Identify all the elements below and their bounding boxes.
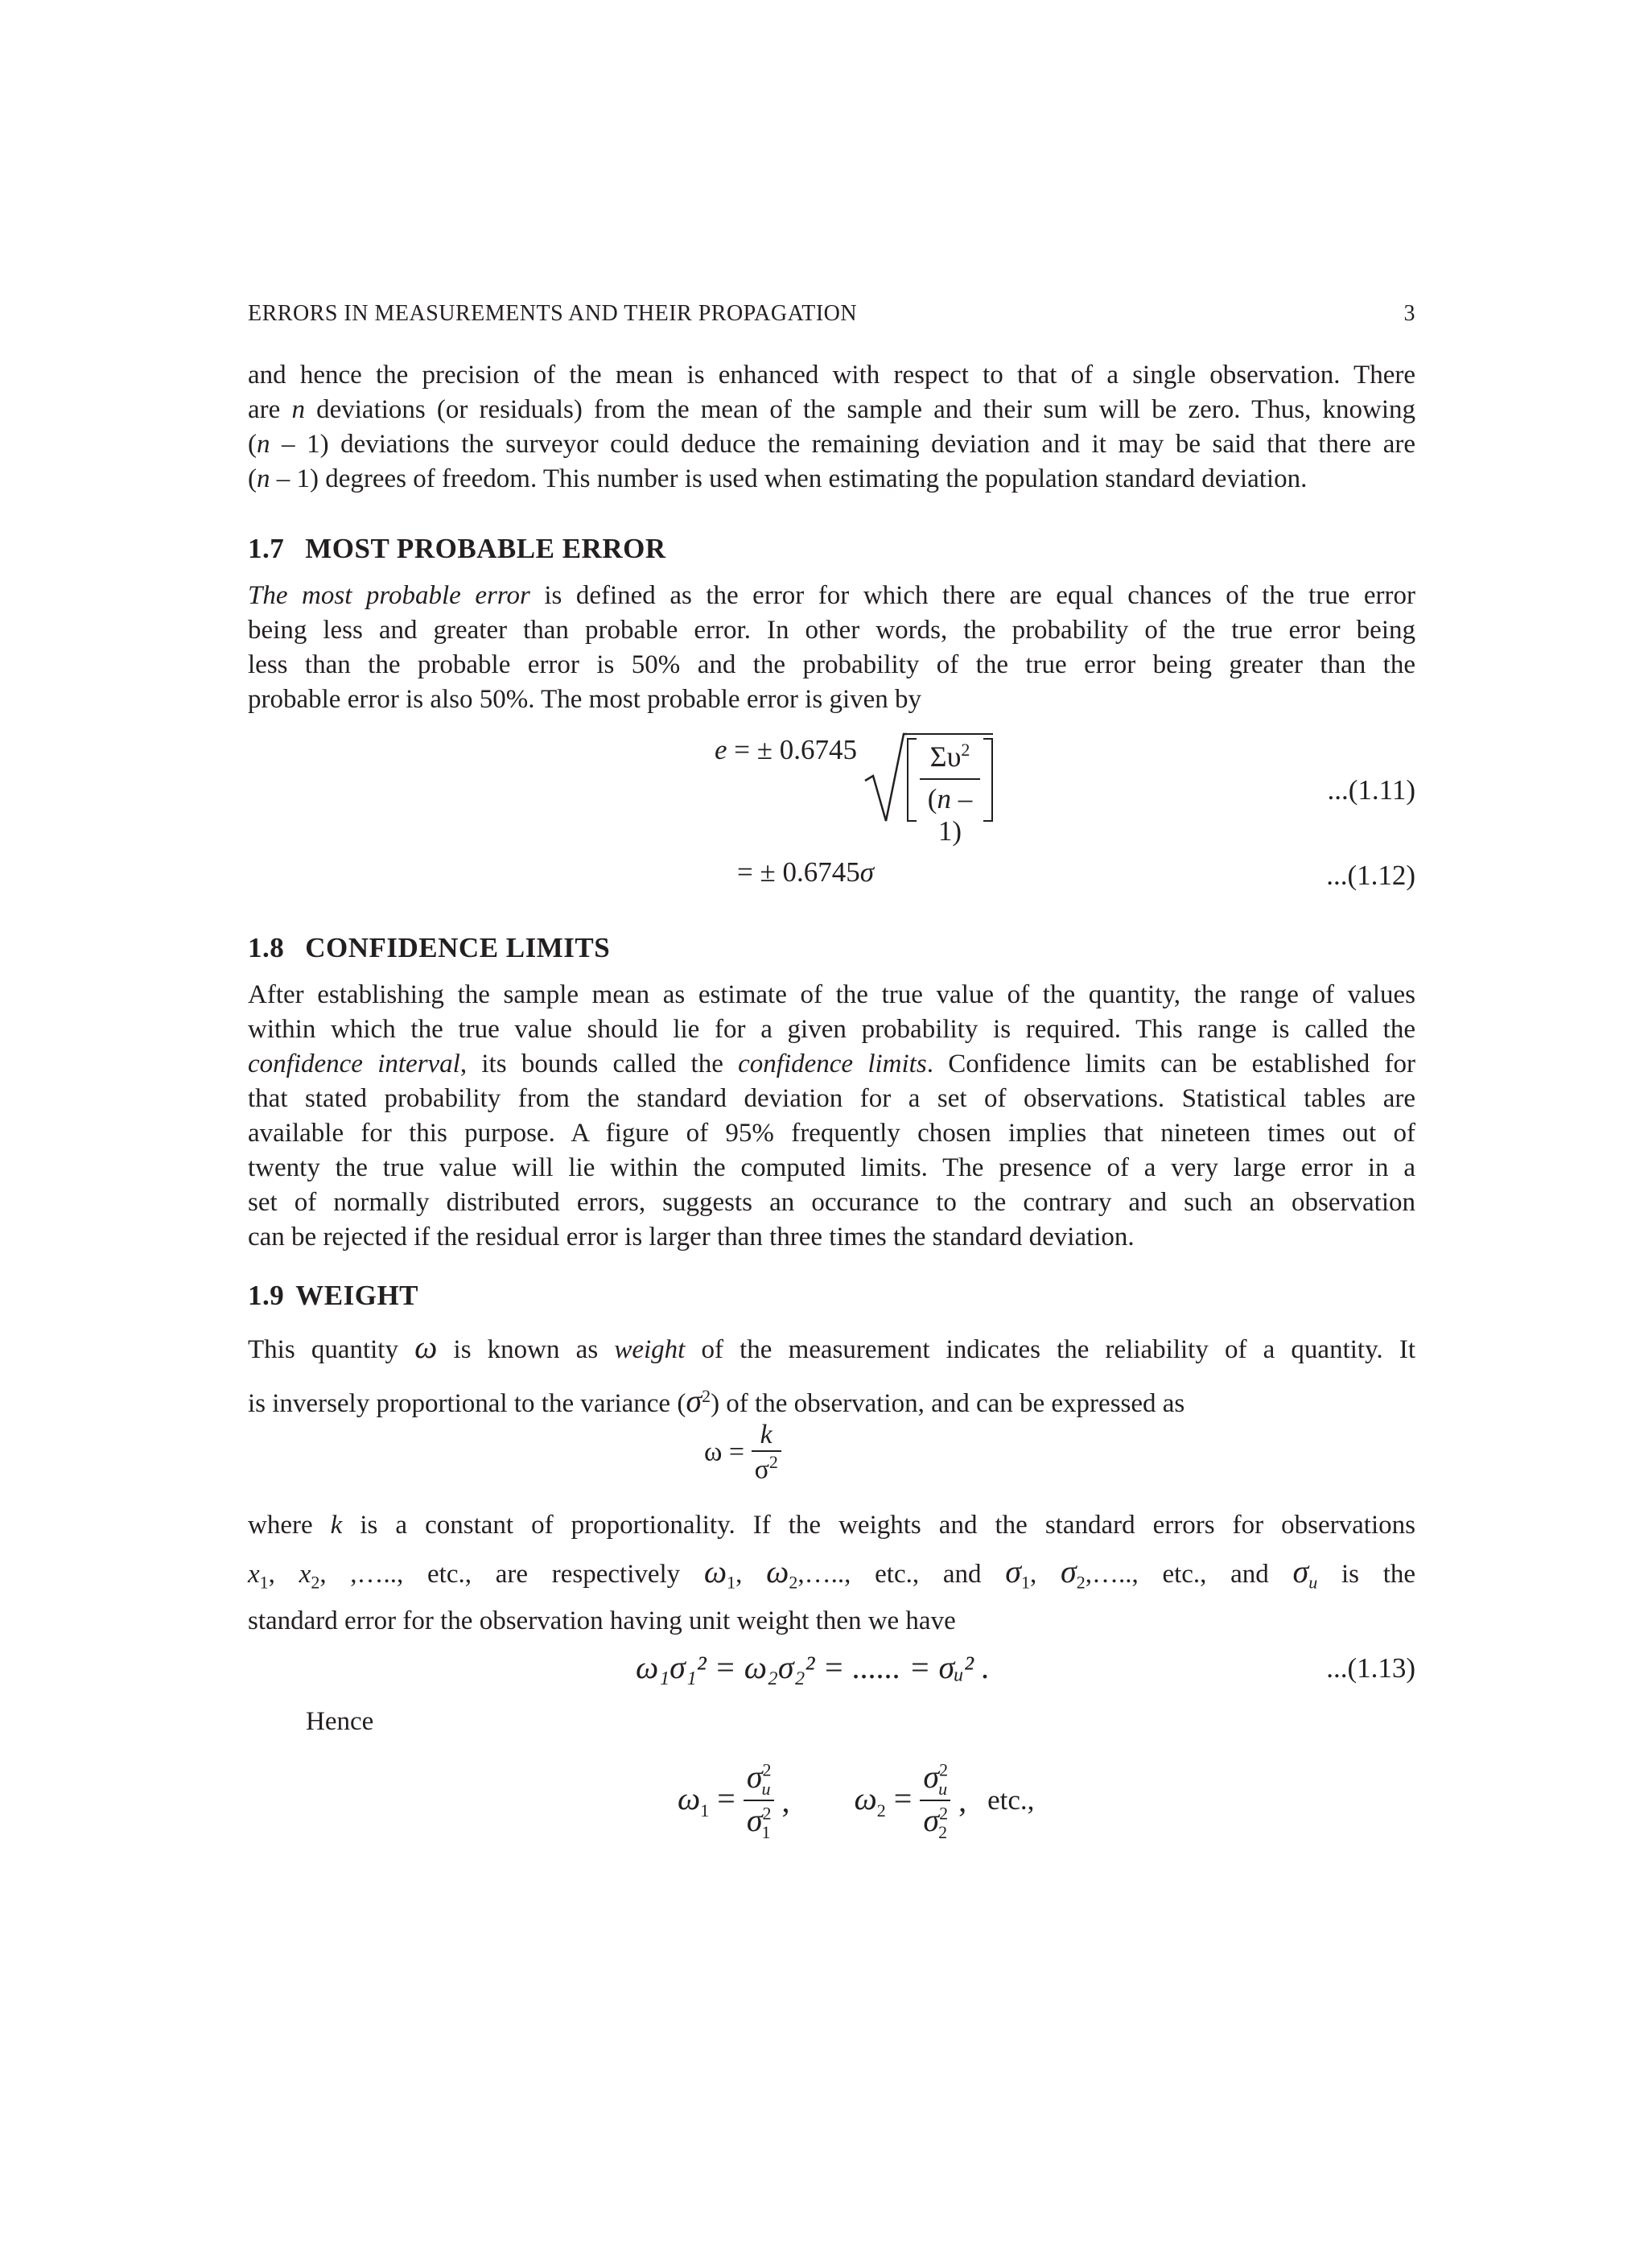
text-line: less than the probable error is 50% and the probability of the true error being greater than the — [248, 650, 1415, 679]
text-line: After establishing the sample mean as estimate of the true value of the quantity, the range of values — [248, 980, 1415, 1009]
confidence-limits-paragraph — [248, 978, 1415, 1255]
most-probable-error-paragraph — [248, 579, 1415, 717]
equation-label-1-12: ...(1.12) — [1326, 860, 1415, 891]
running-header — [248, 301, 1415, 327]
weight-definition-last-line — [248, 1604, 1415, 1639]
text-line: confidence interval, its bounds called the confidence limits. Confidence limits can be established for — [248, 1049, 1415, 1078]
section-number: 1.7 — [248, 533, 285, 564]
text-line: where k is a constant of proportionality. If the weights and the standard errors for observations — [248, 1511, 1415, 1540]
section-number: 1.8 — [248, 932, 285, 963]
text-line: The most probable error is defined as the error for which there are equal chances of the true error — [248, 581, 1415, 610]
page-number: 3 — [1403, 301, 1415, 326]
fraction-bar — [920, 778, 980, 780]
text-line: available for this purpose. A figure of 95% frequently chosen implies that nineteen times out of — [248, 1119, 1415, 1148]
text-line: twenty the true value will lie within the computed limits. The presence of a very large error in a — [248, 1153, 1415, 1182]
text-line: are n deviations (or residuals) from the mean of the sample and their sum will be zero. Thus, knowing — [248, 395, 1415, 424]
text-line: (n – 1) deviations the surveyor could deduce the remaining deviation and it may be said that there are — [248, 430, 1415, 459]
weight-2-fraction: $\frac{\sigma^2_u}{\sigma^2_2}$ — [920, 1758, 950, 1843]
weight-1-fraction: $\frac{\sigma^2_u}{\sigma^2_1}$ — [744, 1758, 774, 1843]
section-number: 1.9 — [248, 1280, 285, 1311]
text-line: can be rejected if the residual error is larger than three times the standard deviation. — [248, 1223, 1135, 1252]
equation-1-13: ω₁σ₁² = ω₂σ₂² = ...... = σᵤ² . — [636, 1649, 990, 1685]
equation-1-12: = ± 0.6745σ — [737, 856, 874, 888]
text-line: is inversely proportional to the variance $(\sigma^2)$ of the observation, and can be expressed as — [248, 1383, 1185, 1419]
equation-label-1-11: ...(1.11) — [1327, 774, 1415, 806]
weight-definition-paragraph — [248, 1502, 1415, 1606]
text-line: set of normally distributed errors, suggests an occurance to the contrary and such an observation — [248, 1188, 1415, 1217]
running-title: ERRORS IN MEASUREMENTS AND THEIR PROPAGATION — [248, 301, 858, 326]
text-line: This quantity ω is known as weight of the measurement indicates the reliability of a quantity. It — [248, 1329, 1415, 1365]
hence-text: Hence — [306, 1707, 374, 1736]
section-title: MOST PROBABLE ERROR — [305, 533, 666, 564]
equation-label-1-13: ...(1.13) — [1326, 1652, 1415, 1684]
weight-fraction: $\frac{k}{\sigma^2}$ — [752, 1420, 781, 1485]
section-heading-1-9 — [248, 1280, 418, 1312]
text-line: probable error is also 50%. The most probable error is given by — [248, 685, 922, 714]
section-title: CONFIDENCE LIMITS — [305, 932, 611, 963]
text-line: $x_1$, $x_2$, ,….., etc., are respectively $\omega_1$, $\omega_2,\dots$.., etc., and $\sigma_1$, $\sigma_2,\dots$.., etc., and $\sigma_u$ is the — [248, 1553, 1416, 1593]
weights-expression: $\omega_1$ = $\frac{\sigma^2_u}{\sigma^2_1}$ , $\omega_2$ = $\frac{\sigma^2_u}{\sigma^2_2}$ , etc., — [678, 1759, 1035, 1842]
fraction-denominator: (n – 1) — [927, 783, 973, 847]
weight-paragraph — [248, 1324, 1415, 1427]
fraction-numerator: $\Sigma\upsilon^2$ — [929, 740, 970, 773]
section-heading-1-8 — [248, 932, 610, 964]
weight-formula: ω = $\frac{k}{\sigma^2}$ — [704, 1420, 781, 1485]
intro-paragraph — [248, 358, 1415, 497]
equation-1-11: e = ± 0.6745 — [715, 734, 857, 765]
text-line: within which the true value should lie for a given probability is required. This range is called the — [248, 1015, 1415, 1044]
text-line: (n – 1) degrees of freedom. This number is used when estimating the population standard deviation. — [248, 464, 1308, 493]
section-heading-1-7 — [248, 533, 666, 565]
square-root-sign — [863, 731, 908, 824]
radicand — [907, 733, 993, 847]
text-line: being less and greater than probable error. In other words, the probability of the true error being — [248, 616, 1415, 645]
text-line: standard error for the observation having unit weight then we have — [248, 1606, 956, 1635]
section-title: WEIGHT — [295, 1280, 419, 1311]
text-line: that stated probability from the standard deviation for a set of observations. Statistical tables are — [248, 1084, 1415, 1113]
text-line: and hence the precision of the mean is enhanced with respect to that of a single observation. There — [248, 361, 1415, 390]
